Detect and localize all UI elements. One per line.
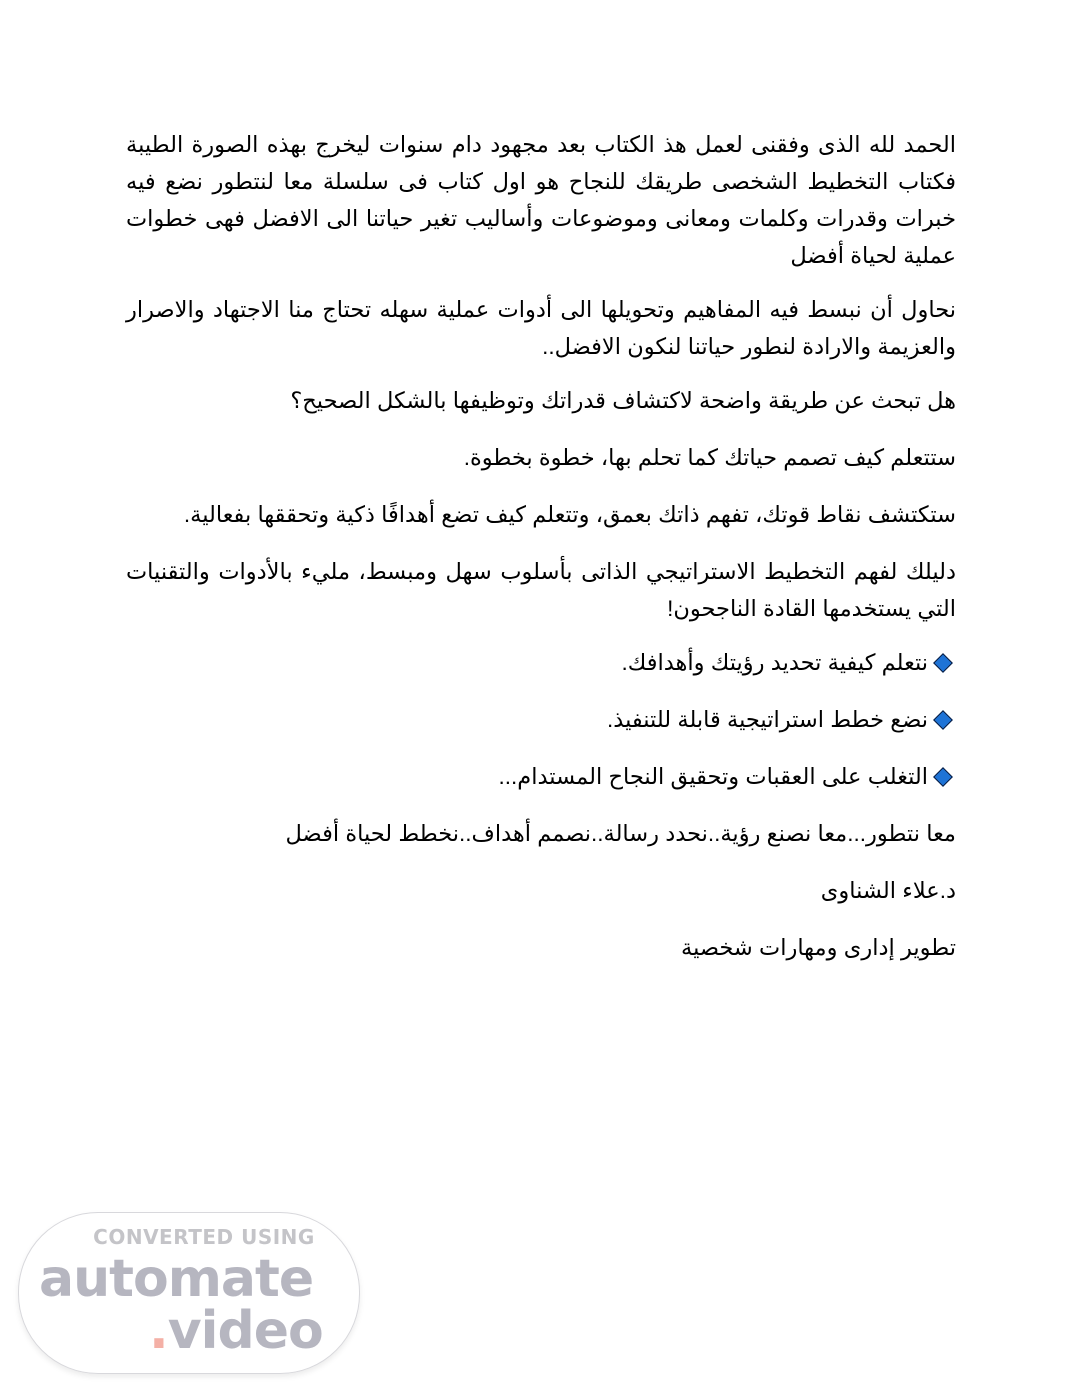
watermark-dot: . <box>149 1301 168 1361</box>
question-paragraph: هل تبحث عن طريقة واضحة لاكتشاف قدراتك وتوظيفها بالشكل الصحيح؟ <box>290 388 956 413</box>
watermark-brand-automate: automate <box>39 1249 314 1309</box>
author-title: تطوير إدارى ومهارات شخصية <box>681 935 956 960</box>
watermark-video-text: video <box>167 1301 323 1361</box>
converter-watermark <box>18 1212 360 1374</box>
bullet-item <box>126 701 956 738</box>
watermark-caption: CONVERTED USING <box>93 1225 315 1249</box>
bullet-item <box>126 758 956 795</box>
simplify-paragraph: نحاول أن نبسط فيه المفاهيم وتحويلها الى أدوات عملية سهله تحتاج منا الاجتهاد والاصرار والعزيمة والارادة لنطور حياتنا لنكون الافضل.. <box>126 297 956 359</box>
document-page <box>126 126 956 986</box>
bullet-text: نتعلم كيفية تحديد رؤيتك وأهدافك. <box>621 650 928 675</box>
blue-diamond-icon <box>933 710 953 730</box>
bullet-text: نضع خطط استراتيجية قابلة للتنفيذ. <box>607 707 928 732</box>
blue-diamond-icon <box>933 653 953 673</box>
discover-paragraph: ستكتشف نقاط قوتك، تفهم ذاتك بعمق، وتتعلم كيف تضع أهدافًا ذكية وتحققها بفعالية. <box>183 502 956 527</box>
bullet-text: التغلب على العقبات وتحقيق النجاح المستدام... <box>498 764 928 789</box>
bullet-item <box>126 644 956 681</box>
blue-diamond-icon <box>933 767 953 787</box>
watermark-brand-video <box>149 1301 323 1361</box>
intro-paragraph: الحمد لله الذى وفقنى لعمل هذ الكتاب بعد مجهود دام سنوات ليخرج بهذه الصورة الطيبة فكتاب التخطيط الشخصى طريقك للنجاح هو اول كتاب فى سلسلة معا لنتطور نضع فيه خبرات وقدرات وكلمات ومعانى وموضوعات وأساليب تغير حياتنا الى الافضل فهى خطوات عملية لحياة أفضل <box>126 132 956 268</box>
author-name: د.علاء الشناوى <box>820 878 956 903</box>
learn-paragraph: ستتعلم كيف تصمم حياتك كما تحلم بها، خطوة بخطوة. <box>463 445 956 470</box>
guide-paragraph: دليلك لفهم التخطيط الاستراتيجي الذاتى بأسلوب سهل ومبسط، مليء بالأدوات والتقنيات التي يستخدمها القادة الناجحون! <box>126 559 956 621</box>
slogan: معا نتطور...معا نصنع رؤية..نحدد رسالة..نصمم أهداف..نخطط لحياة أفضل <box>285 821 956 846</box>
